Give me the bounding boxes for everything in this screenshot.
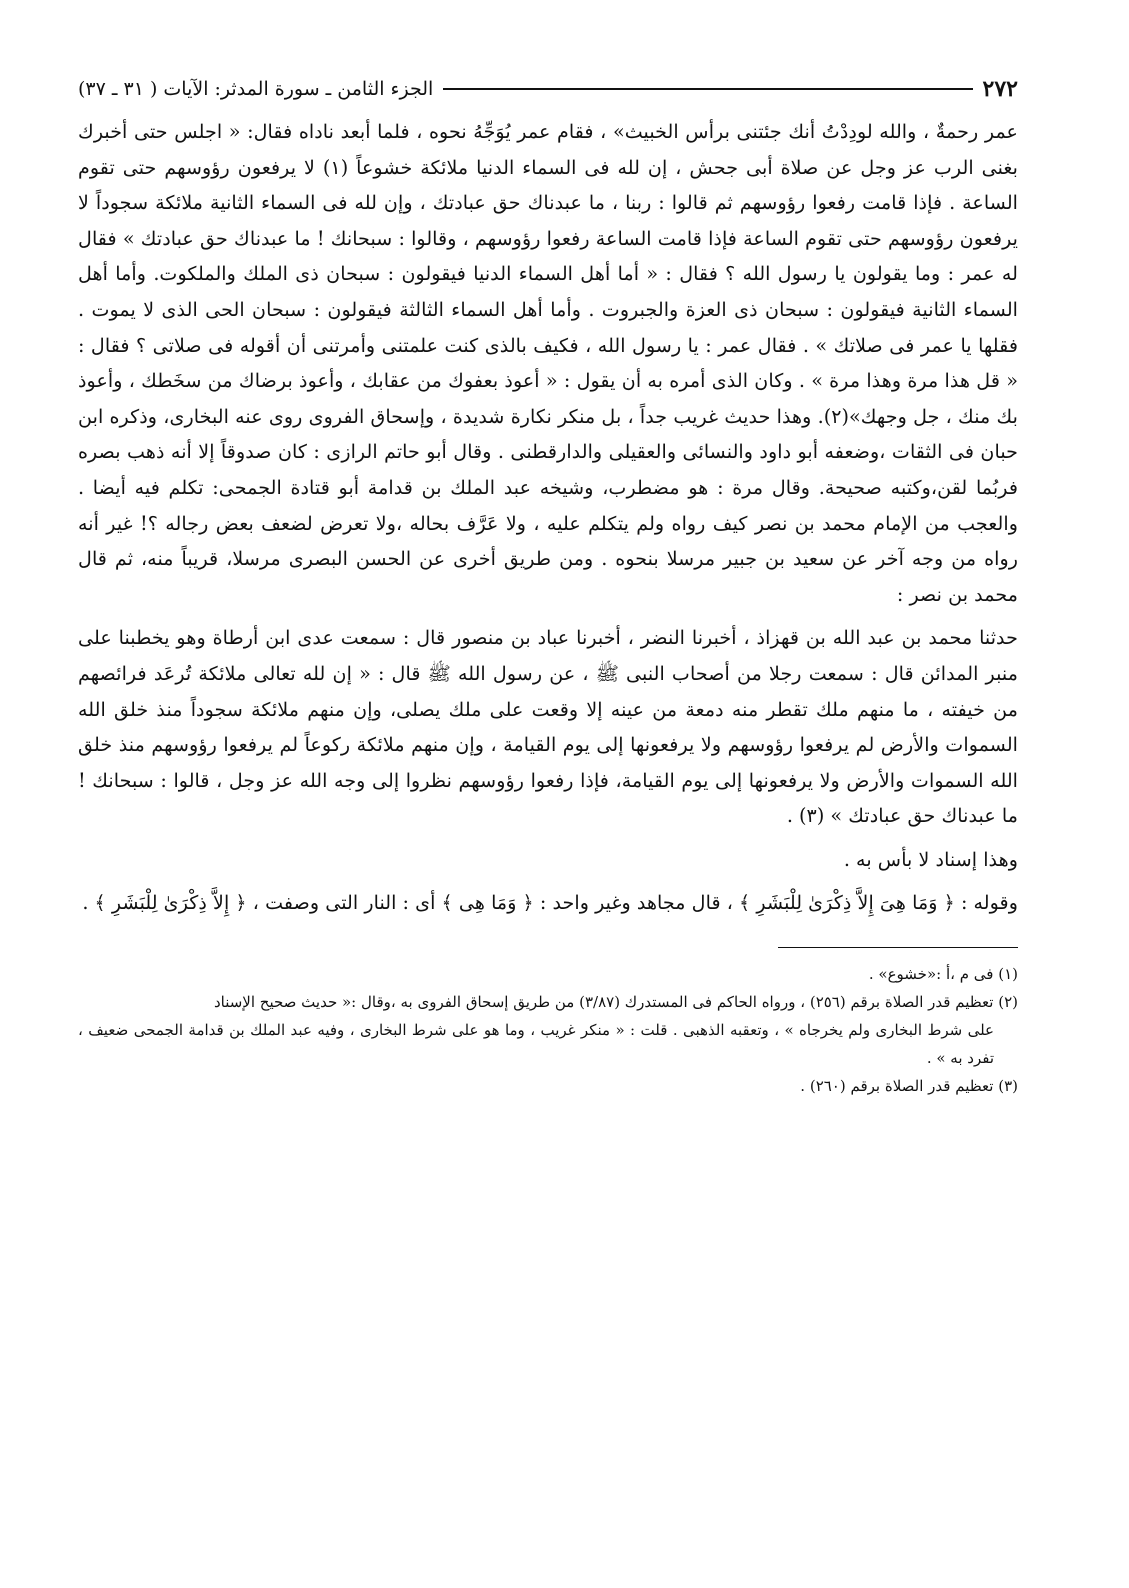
footnote-1: (١) فى م ،أ :«خشوع» . (868, 965, 1018, 984)
running-header (78, 72, 1018, 106)
main-text (78, 114, 1018, 921)
paragraph-verse-explanation: وقوله : ﴿ وَمَا هِىَ إِلاَّ ذِكْرَىٰ لِلْبَشَرِ ﴾ ، قال مجاهد وغير واحد : ﴿ وَمَا هِى ﴾ أى : النار التى وصفت ، ﴿ إِلاَّ ذِكْرَىٰ لِلْبَشَرِ ﴾ . (82, 891, 1018, 915)
paragraph-isnad-assessment: وهذا إسناد لا بأس به . (843, 847, 1018, 871)
paragraph-hadith-commentary: عمر رحمةٌ ، والله لودِدْتُ أنك جئتنى برأس الخبيث» ، فقام عمر يُوَجِّهُ نحوه ، فلما أبعد ناداه فقال: « اجلس حتى أخبرك بغنى الرب عز وجل عن صلاة أبى جحش ، إن لله فى السماء الدنيا ملائكة خشوعاً (١) لا يرفعون رؤوسهم حتى تقوم الساعة . فإذا قامت رفعوا رؤوسهم ثم قالوا : ربنا ، ما عبدناك حق عبادتك ، وإن لله فى السماء الثانية ملائكة سجوداً لا يرفعون رؤوسهم حتى تقوم الساعة فإذا قامت الساعة رفعوا رؤوسهم ، وقالوا : سبحانك ! ما عبدناك حق عبادتك » فقال له عمر : وما يقولون يا رسول الله ؟ فقال : « أما أهل السماء الدنيا فيقولون : سبحان ذى الملك والملكوت. وأما أهل السماء الثانية فيقولون : سبحان ذى العزة والجبروت . وأما أهل السماء الثالثة فيقولون : سبحان الحى الذى لا يموت . فقلها يا عمر فى صلاتك » . فقال عمر : يا رسول الله ، فكيف بالذى كنت علمتنى وأمرتنى أن أقوله فى صلاتى ؟ فقال : « قل هذا مرة وهذا مرة » . وكان الذى أمره به أن يقول : « أعوذ بعفوك من عقابك ، وأعوذ برضاك من سخَطك ، وأعوذ بك منك ، جل وجهك»(٢). وهذا حديث غريب جداً ، بل منكر نكارة شديدة ، وإسحاق الفروى روى عنه البخارى، وذكره ابن حبان فى الثقات ،وضعفه أبو داود والنسائى والعقيلى والدارقطنى . وقال أبو حاتم الرازى : كان صدوقاً إلا أنه ذهب بصره فربُما لقن،وكتبه صحيحة. وقال مرة : هو مضطرب، وشيخه عبد الملك بن قدامة أبو قتادة الجمحى: تكلم فيه أيضا . والعجب من الإمام محمد بن نصر كيف رواه ولم يتكلم عليه ، ولا عَرَّف بحاله ،ولا تعرض لضعف بعض رجاله ؟! غير أنه رواه من وجه آخر عن سعيد بن جبير مرسلا بنحوه . ومن طريق أخرى عن الحسن البصرى مرسلا، قريباً منه، ثم قال محمد بن نصر : (78, 120, 1018, 606)
footnote-2-continued: على شرط البخارى ولم يخرجاه » ، وتعقبه الذهبى . قلت : « منكر غريب ، وما هو على شرط البخارى ، وفيه عبد الملك بن قدامة الجمحى ضعيف ، تفرد به » . (78, 1021, 994, 1068)
page-number: ٢٧٢ (982, 76, 1018, 102)
running-title: الجزء الثامن ـ سورة المدثر: الآيات ( ٣١ ـ ٣٧) (78, 78, 434, 100)
book-page (78, 72, 1018, 1100)
footnotes (78, 960, 1018, 1100)
header-rule (443, 88, 972, 90)
footnote-3: (٣) تعظيم قدر الصلاة برقم (٢٦٠) . (800, 1077, 1018, 1096)
footnote-2: (٢) تعظيم قدر الصلاة برقم (٢٥٦) ، ورواه الحاكم فى المستدرك (٣/٨٧) من طريق إسحاق الفروى به ،وقال :« حديث صحيح الإسناد (213, 993, 1018, 1012)
paragraph-isnad-narration: حدثنا محمد بن عبد الله بن قهزاذ ، أخبرنا النضر ، أخبرنا عباد بن منصور قال : سمعت عدى ابن أرطاة وهو يخطبنا على منبر المدائن قال : سمعت رجلا من أصحاب النبى ﷺ ، عن رسول الله ﷺ قال : « إن لله تعالى ملائكة تُرعَد فرائصهم من خيفته ، ما منهم ملك تقطر منه دمعة من عينه إلا وقعت على ملك يصلى، وإن منهم ملائكة سجوداً منذ خلق الله السموات والأرض لم يرفعوا رؤوسهم ولا يرفعونها إلى يوم القيامة ، وإن منهم ملائكة ركوعاً لم يرفعوا رؤوسهم منذ خلق الله السموات والأرض ولا يرفعونها إلى يوم القيامة، فإذا رفعوا رؤوسهم نظروا إلى وجه الله عز وجل ، قالوا : سبحانك ! ما عبدناك حق عبادتك » (٣) . (78, 626, 1018, 828)
footnote-separator (778, 947, 1018, 948)
footnote-separator-wrap (78, 921, 1018, 948)
